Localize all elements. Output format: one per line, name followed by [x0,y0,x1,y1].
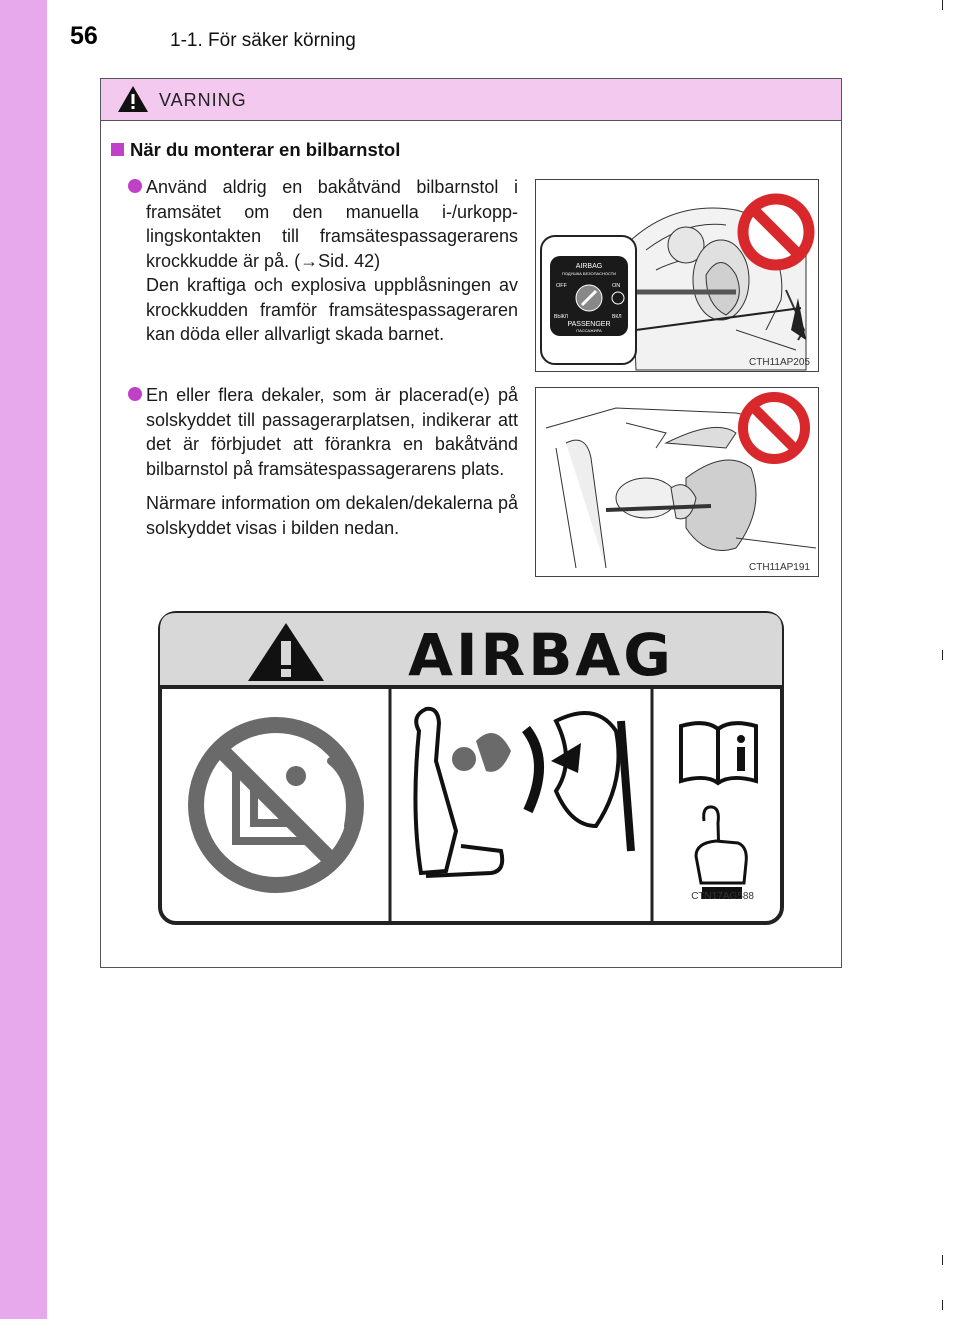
figure-code: CTN17AG588 [691,891,754,902]
switch-passenger-ru-label: ПАССАЖИРА [576,328,602,333]
round-bullet-icon [128,179,142,193]
switch-off-label: OFF [556,283,567,289]
switch-on-label: ON [612,283,621,289]
airbag-label-graphic [156,611,786,926]
airbag-switch-illustration [536,180,819,372]
warning-header [101,79,841,121]
bullet-extra-text: Den kraftiga och explosiva uppblåsningen av krockkudden framför framsätespassageraren kan döda eller allvarligt skada barnet. [146,275,518,344]
airbag-warning-label [156,611,786,926]
page-reference-link[interactable]: Sid. 42 [318,250,375,271]
bullet-text: Använd aldrig en bakåtvänd bilbarnstol i framsätet om den manuella i-/urkopplingskontakten till framsätespassagerarens krockkudde är på. ( [146,177,518,271]
crop-mark [942,1300,943,1310]
bullet-text: En eller flera dekaler, som är placerad(e) på solskyddet till passagerarplatsen, indikerar att det är förbjudet att förankra en bakåtvänd bilbarnstol på framsätespassagerarens plats. [146,385,518,479]
crop-mark [942,1255,943,1265]
airbag-label-title: AIRBAG [408,621,674,689]
square-bullet-icon [111,143,124,156]
chapter-title: 1-1. För säker körning [170,30,356,51]
warning-triangle-icon [117,85,149,113]
round-bullet-icon [128,387,142,401]
switch-passenger-label: PASSENGER [567,321,611,328]
reference-close: ) [374,250,381,271]
bullet-item [128,383,518,540]
crop-mark [942,0,943,10]
warning-box [100,78,842,968]
prohibition-icon [743,199,809,265]
switch-label-ru: ПОДУШКА БЕЗОПАСНОСТИ [561,271,617,276]
side-color-bar [0,0,47,1319]
section-title: När du monterar en bilbarnstol [130,139,401,160]
figure-code: CTH11AP205 [749,357,810,368]
switch-label-airbag: AIRBAG [575,263,603,270]
bullet-item [128,175,518,347]
figure-airbag-switch [535,179,819,372]
book-info-icon [681,723,756,783]
bullet-extra-text: Närmare information om dekalen/dekalerna på solskyddet visas i bilden nedan. [146,493,518,538]
warning-title: VARNING [159,90,247,110]
switch-off-ru-label: ВЫКЛ [554,314,568,320]
prohibition-icon [743,397,805,459]
crop-mark [942,650,943,660]
section-heading [111,139,400,161]
switch-on-ru-label: ВКЛ [612,314,622,320]
child-seat-airbag-illustration [536,388,819,577]
page-number: 56 [70,22,98,50]
prohibition-icon [196,725,356,885]
reference-arrow: → [300,250,319,271]
figure-code: CTH11AP191 [749,562,810,573]
figure-sunvisor [535,387,819,577]
